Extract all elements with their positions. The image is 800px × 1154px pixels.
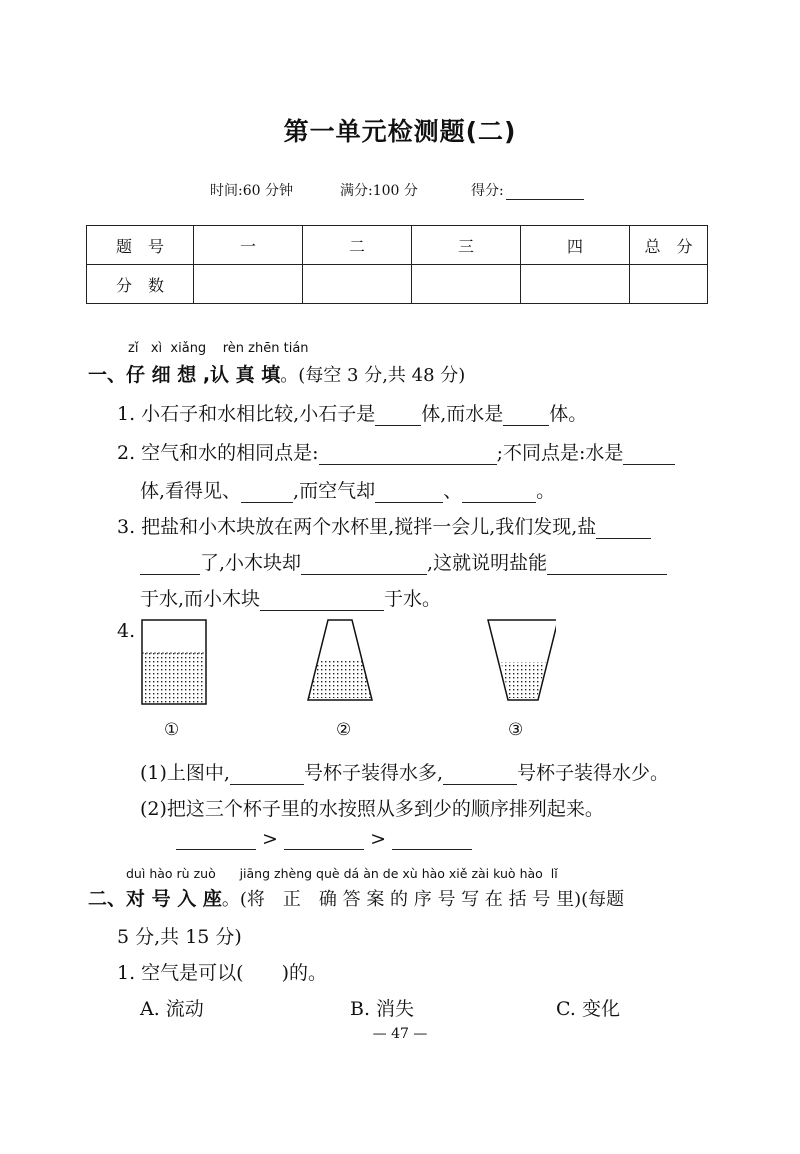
table-cell [303,265,412,304]
table-cell: 一 [194,226,303,265]
answer-blank[interactable] [284,830,364,850]
answer-blank[interactable] [623,445,675,465]
section2-question-1: 1. 空气是可以( )的。 [117,962,327,984]
table-header-row [87,226,708,265]
question-3-cont [140,548,667,575]
section2-note: 。(将 正 确 答 案 的 序 号 写 在 括 号 里)(每题 [221,889,625,910]
answer-blank[interactable] [375,406,421,426]
score-label: 得分: [471,183,504,199]
text: 。 [536,480,556,502]
cup-3 [488,620,556,700]
answer-blank[interactable] [176,830,256,850]
text: ,这就说明盐能 [427,552,548,574]
option-c[interactable]: C. 变化 [556,998,620,1020]
answer-blank[interactable] [301,555,427,575]
text: 体,看得见、 [140,480,242,502]
text: 于水,而小木块 [140,588,261,610]
pinyin: rèn [222,341,245,356]
pinyin: àn [363,866,379,881]
page-number: — 47 — [372,1026,428,1042]
answer-blank[interactable] [462,483,536,503]
option-a[interactable]: A. 流动 [140,998,204,1020]
question-4-number: 4. [117,620,136,642]
section2-title: 二、对 号 入 座 [88,888,222,910]
answer-blank[interactable] [443,765,517,785]
pinyin: hào [421,866,445,881]
section1-pinyin [128,341,309,356]
answer-blank[interactable] [319,445,497,465]
gt-symbol: > [262,828,278,850]
answer-blank[interactable] [503,406,549,426]
text: ,而空气却 [293,480,376,502]
question-2-cont [140,476,555,503]
pinyin: rù [176,866,190,881]
question-3-end [140,584,441,611]
table-cell: 题 号 [87,226,194,265]
answer-blank[interactable] [230,765,304,785]
section2-pinyin [126,866,558,881]
ordering-line [176,828,472,850]
table-row [87,265,708,304]
question-3 [117,512,651,539]
table-cell [630,265,708,304]
score-field [471,180,584,200]
pinyin: xù [402,866,418,881]
cup-1 [142,620,206,704]
table-cell: 三 [412,226,521,265]
pinyin: xì [150,341,163,356]
question-4-sub1 [140,758,669,785]
answer-blank[interactable] [392,830,472,850]
table-cell: 总 分 [630,226,708,265]
section1-note: 。(每空 3 分,共 48 分) [280,365,466,386]
page-title: 第一单元检测题(二) [283,117,517,146]
question-4-sub2: (2)把这三个杯子里的水按照从多到少的顺序排列起来。 [140,798,604,820]
option-b[interactable]: B. 消失 [350,998,415,1020]
section1-heading [88,360,465,387]
pinyin: hào [149,866,173,881]
score-blank [506,185,584,200]
table-cell: 二 [303,226,412,265]
cup-label-2: ② [336,720,352,740]
answer-blank[interactable] [140,555,200,575]
answer-blank[interactable] [547,555,667,575]
pinyin: kuò [493,866,516,881]
table-cell [521,265,630,304]
text: 3. 把盐和小木块放在两个水杯里,搅拌一会儿,我们发现,盐 [117,516,597,538]
cup-2 [308,620,372,700]
pinyin: xiě [448,866,468,881]
pinyin: hào [519,866,543,881]
text: 1. 小石子和水相比较,小石子是 [117,403,376,425]
pinyin: zuò [193,866,216,881]
table-cell [194,265,303,304]
text: 体。 [549,403,588,425]
pinyin: xiǎng [170,341,207,356]
table-cell: 四 [521,226,630,265]
text: 体,而水是 [421,403,504,425]
answer-blank[interactable] [375,483,443,503]
answer-blank[interactable] [260,591,384,611]
pinyin: dá [343,866,360,881]
pinyin: zài [471,866,490,881]
text: (1)上图中, [140,762,230,784]
pinyin: jiāng [239,866,271,881]
section2-heading [88,884,624,911]
pinyin: zhèng [274,866,313,881]
cup-label-3: ③ [508,720,524,740]
time-label: 时间:60 分钟 [210,183,293,199]
table-cell [412,265,521,304]
pinyin: zǐ [128,341,139,356]
pinyin: lǐ [550,866,558,881]
text: ;不同点是:水是 [496,442,624,464]
pinyin: què [316,866,340,881]
text: 号杯子装得水多, [303,762,444,784]
section2-note-cont: 5 分,共 15 分) [117,926,242,948]
cups-figure [136,612,556,712]
text: 了,小木块却 [200,552,302,574]
pinyin: tián [283,341,309,356]
question-1 [117,399,587,426]
pinyin: zhēn [248,341,280,356]
question-2 [117,438,675,465]
gt-symbol: > [370,828,386,850]
cup-label-1: ① [164,720,180,740]
pinyin: duì [126,866,146,881]
answer-blank[interactable] [241,483,293,503]
text: 号杯子装得水少。 [517,762,670,784]
answer-blank[interactable] [596,519,651,539]
section1-title: 一、仔 细 想 ,认 真 填 [88,364,281,386]
text: 2. 空气和水的相同点是: [117,442,319,464]
full-score-label: 满分:100 分 [340,183,418,199]
score-table [86,225,708,304]
table-cell: 分 数 [87,265,194,304]
pinyin: de [382,866,399,881]
text: 、 [443,480,463,502]
text: 于水。 [384,588,442,610]
